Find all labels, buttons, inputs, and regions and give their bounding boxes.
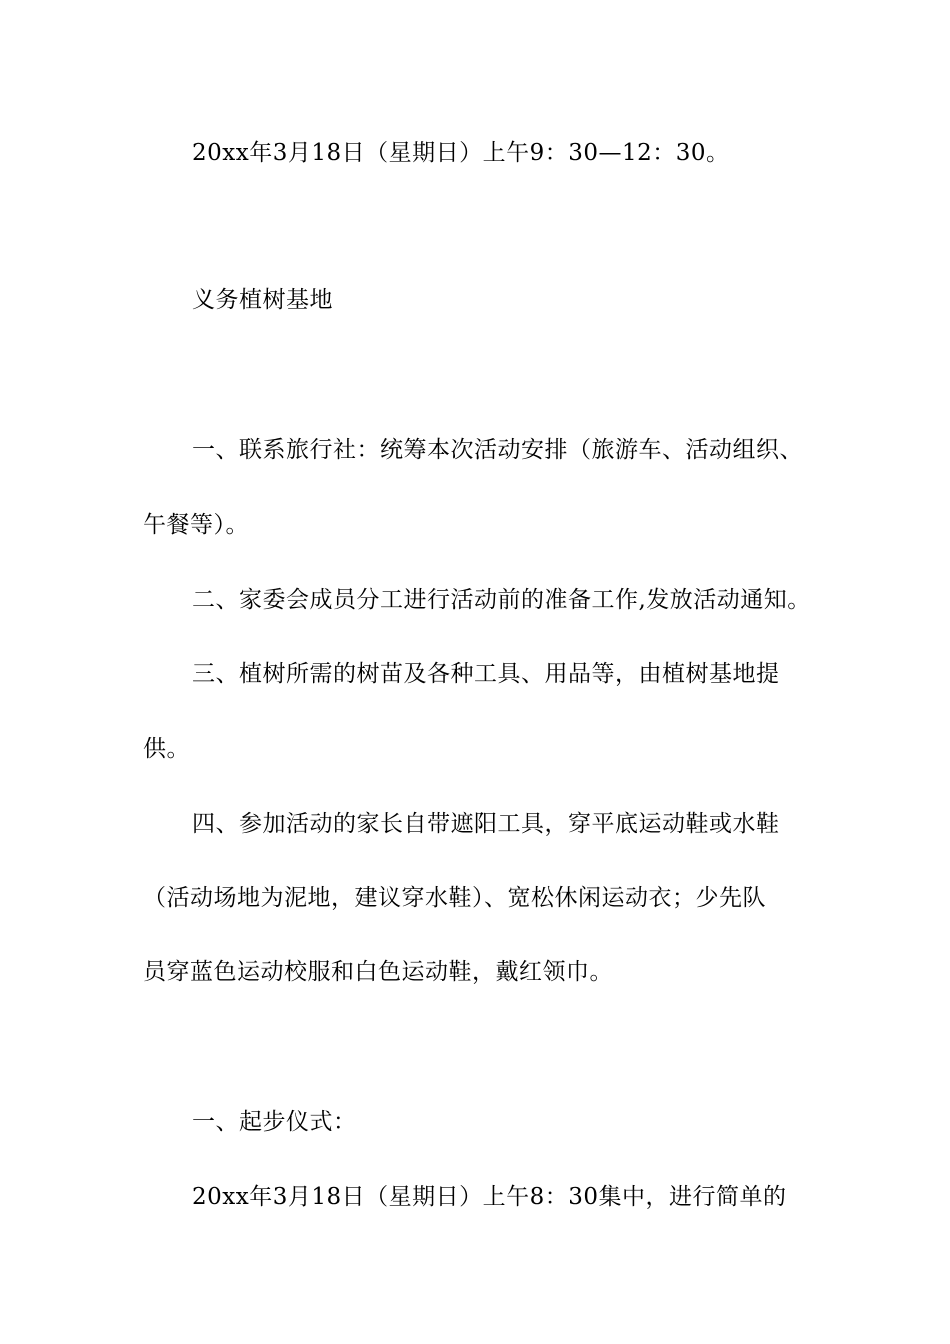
prep-item-2: 二、家委会成员分工进行活动前的准备工作,发放活动通知。 (192, 587, 811, 613)
prep-item-1-line-2: 午餐等）。 (143, 512, 249, 538)
prep-item-4-line-1: 四、参加活动的家长自带遮阳工具，穿平底运动鞋或水鞋 (192, 811, 780, 837)
prep-item-3-line-2: 供。 (143, 736, 190, 762)
process-item-1-heading: 一、起步仪式： (192, 1109, 357, 1135)
prep-item-4-line-2: （活动场地为泥地，建议穿水鞋）、宽松休闲运动衣；少先队 (143, 885, 766, 911)
activity-time-text: 20xx年3月18日（星期日）上午9：30—12：30。 (192, 140, 730, 166)
prep-item-4-line-3: 员穿蓝色运动校服和白色运动鞋，戴红领巾。 (143, 959, 613, 985)
process-item-1-text: 20xx年3月18日（星期日）上午8：30集中，进行简单的 (192, 1184, 787, 1210)
prep-item-3-line-1: 三、植树所需的树苗及各种工具、用品等，由植树基地提 (192, 661, 780, 687)
activity-location-text: 义务植树基地 (192, 287, 333, 313)
prep-item-1-line-1: 一、联系旅行社：统筹本次活动安排（旅游车、活动组织、 (192, 437, 803, 463)
